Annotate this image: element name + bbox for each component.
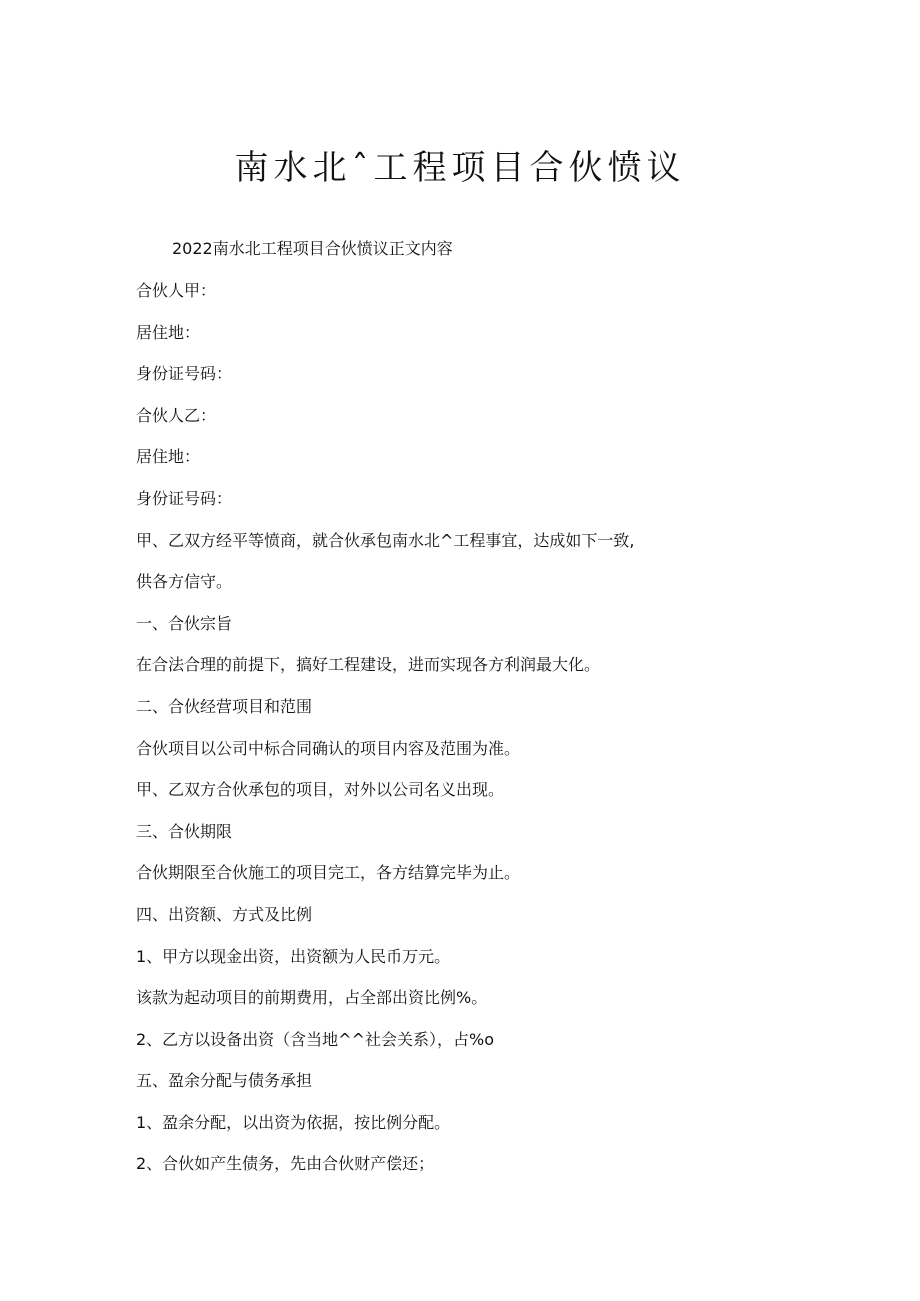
paragraph-line: 合伙期限至合伙施工的项目完工，各方结算完毕为止。 — [136, 863, 521, 883]
section-heading: 五、盈余分配与债务承担 — [136, 1071, 313, 1091]
paragraph-line: 在合法合理的前提下，搞好工程建设，进而实现各方利润最大化。 — [136, 655, 601, 675]
paragraph-line: 甲、乙双方合伙承包的项目，对外以公司名义出现。 — [136, 780, 505, 800]
document-title: 南水北ˆ工程项目合伙愤议 — [234, 148, 686, 188]
paragraph-line: 1、甲方以现金出资，出资额为人民币万元。 — [136, 946, 451, 966]
section-heading: 一、合伙宗旨 — [136, 613, 233, 633]
paragraph-line: 供各方信守。 — [136, 572, 233, 592]
document-subtitle: 2022南水北工程项目合伙愤议正文内容 — [172, 239, 453, 258]
section-heading: 二、合伙经营项目和范围 — [136, 696, 313, 716]
field-partner-b: 合伙人乙： — [136, 405, 217, 425]
field-id-number-a: 身份证号码： — [136, 364, 233, 384]
section-heading: 三、合伙期限 — [136, 821, 233, 841]
paragraph-line: 合伙项目以公司中标合同确认的项目内容及范围为准。 — [136, 738, 521, 758]
field-residence-b: 居住地： — [136, 447, 201, 467]
section-heading: 四、出资额、方式及比例 — [136, 904, 313, 924]
paragraph-line: 2、乙方以设备出资（含当地^^社会关系），占%o — [136, 1029, 494, 1049]
document-body — [136, 278, 756, 1193]
field-partner-a: 合伙人甲： — [136, 281, 217, 300]
paragraph-line: 1、盈余分配，以出资为依据，按比例分配。 — [136, 1112, 451, 1132]
paragraph-line: 甲、乙双方经平等愤商，就合伙承包南水北^工程事宜，达成如下一致, — [136, 530, 635, 550]
field-residence-a: 居住地： — [136, 322, 201, 342]
paragraph-line: 该款为起动项目的前期费用，占全部出资比例%。 — [136, 988, 488, 1008]
paragraph-line: 2、合伙如产生债务，先由合伙财产偿还； — [136, 1154, 435, 1174]
field-id-number-b: 身份证号码： — [136, 488, 233, 508]
